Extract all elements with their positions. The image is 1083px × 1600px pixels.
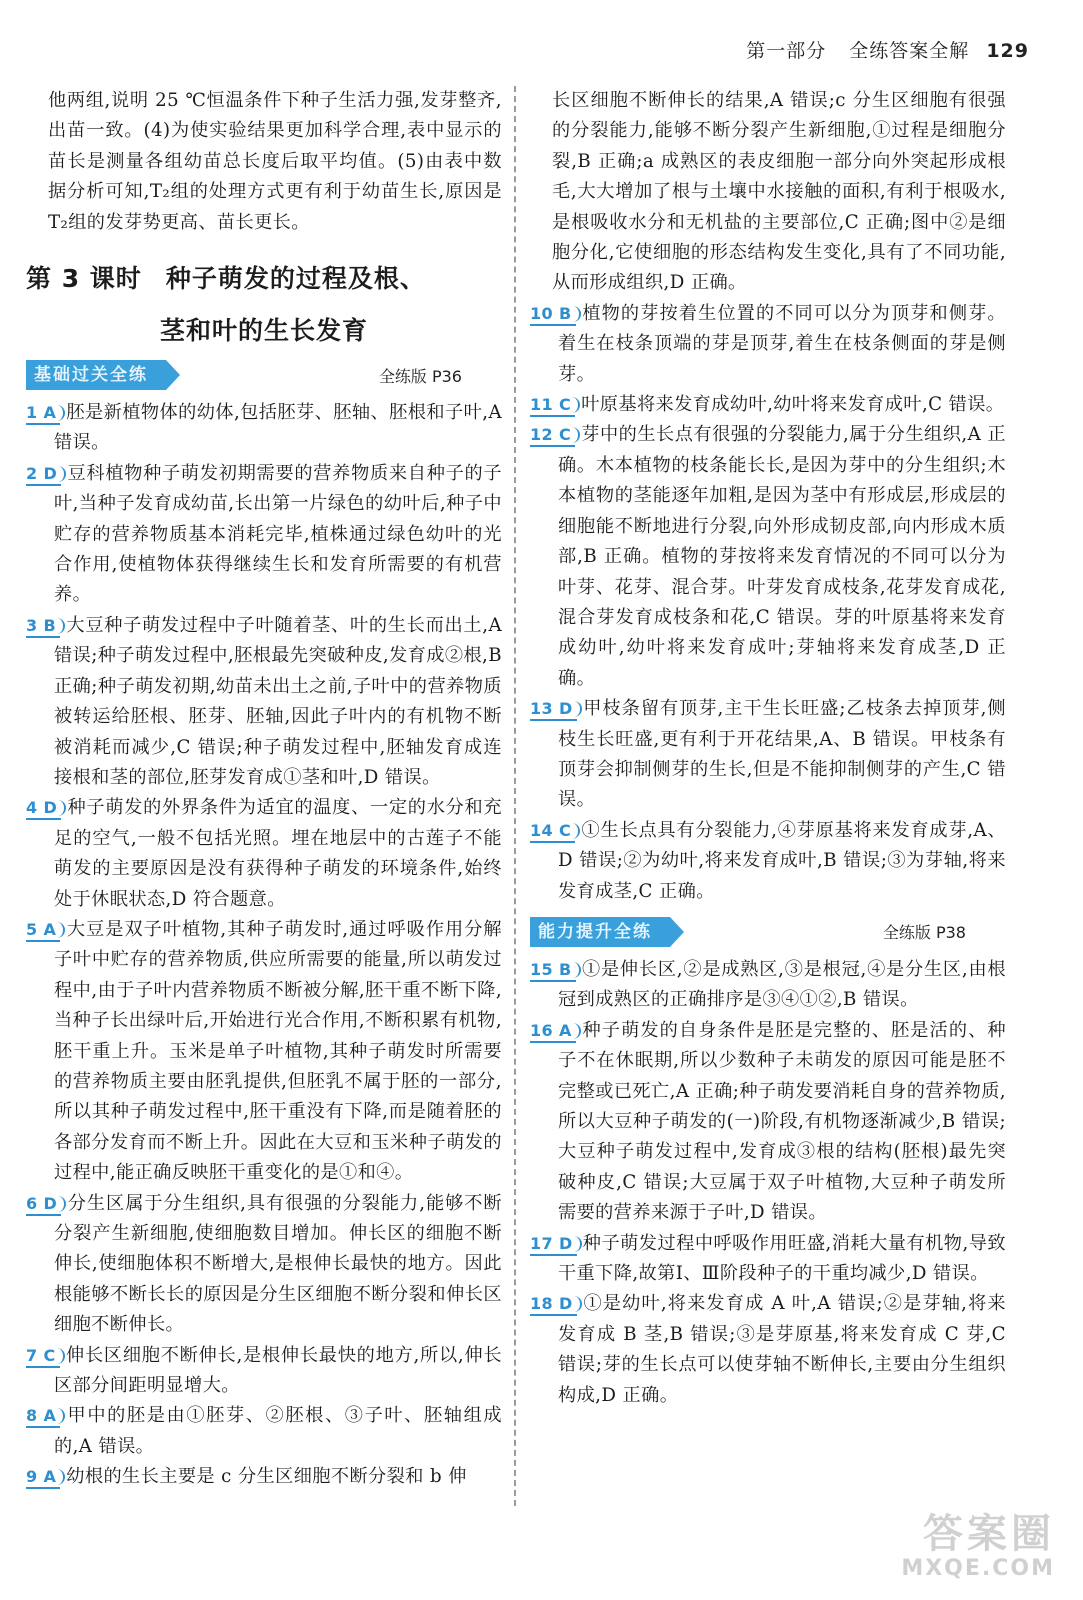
answer-badge: 11 C (530, 395, 575, 417)
header-book: 全练答案全解 (849, 40, 970, 62)
answer-item (530, 816, 1006, 907)
answer-text: 种子萌发的自身条件是胚是完整的、胚是活的、种子不在休眠期,所以少数种子未萌发的原因可能是胚不完整或已死亡,A 正确;种子萌发要消耗自身的营养物质,所以大豆种子萌发的(一)阶段,有机物逐渐减少,B 错误;大豆种子萌发过程中,发育成③根的结构(胚根)最先突破种皮,C 错误;大豆属于双子叶植物,大豆种子萌发所需要的营养来源于子叶,D 错误。 (558, 1019, 1006, 1224)
answer-item (530, 299, 1006, 390)
page-header (746, 36, 1029, 63)
answer-item (26, 1401, 502, 1462)
section-advanced-tag: 能力提升全练 (530, 917, 670, 947)
header-part: 第一部分 (746, 40, 827, 62)
answer-item (530, 1016, 1006, 1229)
answer-badge: 16 A (530, 1021, 576, 1043)
answer-badge: 18 D (530, 1294, 577, 1316)
lesson-number: 第 3 课时 (26, 264, 142, 294)
answer-item (530, 1289, 1006, 1411)
answer-text: ①是幼叶,将来发育成 A 叶,A 错误;②是芽轴,将来发育成 B 茎,B 错误;③是芽原基,将来发育成 C 芽,C 错误;芽的生长点可以使芽轴不断伸长,主要由分生组织构成,D 正确。 (558, 1293, 1006, 1406)
answer-text: 芽中的生长点有很强的分裂能力,属于分生组织,A 正确。木本植物的枝条能长长,是因为芽中的分生组织;木本植物的茎能逐年加粗,是因为茎中有形成层,形成层的细胞能不断地进行分裂,向外形成韧皮部,向内形成木质部,B 正确。植物的芽按将来发育情况的不同可以分为叶芽、花芽、混合芽。叶芽发育成枝条,花芽发育成花,混合芽发育成枝条和花,C 错误。芽的叶原基将来发育成幼叶,幼叶将来发育成叶;芽轴将来发育成茎,D 正确。 (558, 424, 1006, 689)
answer-item (26, 1462, 502, 1492)
answer-item (530, 390, 1006, 420)
answer-badge: 7 C (26, 1346, 60, 1368)
section-advanced-ref: 全练版 P38 (882, 923, 966, 943)
lesson-title-text1: 种子萌发的过程及根、 (165, 264, 426, 294)
answer-badge: 9 A (26, 1467, 60, 1489)
answer-text: 幼根的生长主要是 c 分生区细胞不断分裂和 b 伸 (66, 1466, 467, 1488)
answer-text: 植物的芽按着生位置的不同可以分为顶芽和侧芽。着生在枝条顶端的芽是顶芽,着生在枝条侧面的芽是侧芽。 (558, 302, 1006, 385)
left-intro-text: 他两组,说明 25 ℃恒温条件下种子生活力强,发芽整齐,出苗一致。(4)为使实验结果更加科学合理,表中显示的苗长是测量各组幼苗总长度后取平均值。(5)由表中数据分析可知,T₂组的处理方式更有利于幼苗生长,原因是 T₂组的发芽势更高、苗长更长。 (48, 90, 502, 233)
answer-item (530, 955, 1006, 1016)
answer-badge: 10 B (530, 304, 576, 326)
answer-badge: 5 A (26, 920, 60, 942)
section-advanced (530, 915, 1006, 949)
section-basic-ref: 全练版 P36 (378, 366, 462, 386)
right-answer-list-a (530, 299, 1006, 907)
answer-text: 甲中的胚是由①胚芽、②胚根、③子叶、胚轴组成的,A 错误。 (54, 1405, 502, 1457)
answer-text: 种子萌发过程中呼吸作用旺盛,消耗大量有机物,导致干重下降,故第Ⅰ、Ⅲ阶段种子的干重均减少,D 错误。 (558, 1232, 1006, 1285)
answer-badge: 15 B (530, 960, 576, 982)
answer-badge: 4 D (26, 798, 61, 820)
answer-item (26, 915, 502, 1189)
answer-text: ①生长点具有分裂能力,④芽原基将来发育成芽,A、D 错误;②为幼叶,将来发育成叶,B 错误;③为芽轴,将来发育成茎,C 正确。 (558, 819, 1006, 902)
answer-item (530, 420, 1006, 694)
answer-item (530, 1229, 1006, 1290)
answer-item (26, 1189, 502, 1341)
answer-text: 大豆是双子叶植物,其种子萌发时,通过呼吸作用分解子叶中贮存的营养物质,供应所需要的能量,所以萌发过程中,由于子叶内营养物质不断被分解,胚干重不断下降,当种子长出绿叶后,开始进行光合作用,不断积累有机物,胚干重上升。玉米是单子叶植物,其种子萌发时所需要的营养物质主要由胚乳提供,但胚乳不属于胚的一部分,所以其种子萌发过程中,胚干重没有下降,而是随着胚的各部分发育而不断上升。因此在大豆和玉米种子萌发的过程中,能正确反映胚干重变化的是①和④。 (54, 918, 502, 1184)
answer-text: 甲枝条留有顶芽,主干生长旺盛;乙枝条去掉顶芽,侧枝生长旺盛,更有利于开花结果,A、B 错误。甲枝条有顶芽会抑制侧芽的生长,但是不能抑制侧芽的产生,C 错误。 (558, 698, 1006, 811)
answer-item (26, 793, 502, 915)
answer-item (26, 459, 502, 611)
answer-badge: 3 B (26, 616, 60, 638)
answer-text: 叶原基将来发育成幼叶,幼叶将来发育成叶,C 错误。 (581, 394, 1005, 416)
right-answer-list-b (530, 955, 1006, 1411)
answer-badge: 14 C (530, 821, 575, 843)
right-column (530, 86, 1006, 1411)
answer-badge: 13 D (530, 699, 577, 721)
section-basic (26, 358, 502, 392)
left-answer-list (26, 398, 502, 1493)
answer-item (26, 1341, 502, 1402)
answer-badge: 12 C (530, 425, 575, 447)
answer-text: 伸长区细胞不断伸长,是根伸长最快的地方,所以,伸长区部分间距明显增大。 (54, 1344, 502, 1397)
answer-item (26, 398, 502, 459)
section-basic-tag: 基础过关全练 (26, 360, 166, 390)
answer-badge: 2 D (26, 464, 61, 486)
watermark-main: 答案圈 (923, 1511, 1055, 1557)
right-intro-text: 长区细胞不断伸长的结果,A 错误;c 分生区细胞有很强的分裂能力,能够不断分裂产生新细胞,①过程是细胞分裂,B 正确;a 成熟区的表皮细胞一部分向外突起形成根毛,大大增加了根与土壤中水接触的面积,有利于根吸水,是根吸收水分和无机盐的主要部位,C 正确;图中②是细胞分化,它使细胞的形态结构发生变化,具有了不同功能,从而形成组织,D 正确。 (552, 90, 1006, 294)
answer-text: 胚是新植物体的幼体,包括胚芽、胚轴、胚根和子叶,A 错误。 (54, 402, 502, 454)
answer-item (26, 611, 502, 793)
answer-badge: 6 D (26, 1194, 61, 1216)
left-column (26, 86, 502, 1493)
answer-text: 大豆种子萌发过程中子叶随着茎、叶的生长而出土,A 错误;种子萌发过程中,胚根最先突破种皮,发育成②根,B 正确;种子萌发初期,幼苗未出土之前,子叶中的营养物质被转运给胚根、胚芽、胚轴,因此子叶内的有机物不断被消耗而减少,C 错误;种子萌发过程中,胚轴发育成连接根和茎的部位,胚芽发育成①茎和叶,D 错误。 (54, 614, 502, 788)
lesson-title-line1 (26, 260, 502, 298)
answer-text: 豆科植物种子萌发初期需要的营养物质来自种子的子叶,当种子发育成幼苗,长出第一片绿色的幼叶后,种子中贮存的营养物质基本消耗完毕,植株通过绿色幼叶的光合作用,使植物体获得继续生长和发育所需要的有机营养。 (54, 462, 502, 606)
answer-item (530, 694, 1006, 816)
watermark-sub: MXQE.COM (901, 1556, 1055, 1581)
answer-text: 种子萌发的外界条件为适宜的温度、一定的水分和充足的空气,一般不包括光照。埋在地层中的古莲子不能萌发的主要原因是没有获得种子萌发的环境条件,始终处于休眠状态,D 符合题意。 (54, 797, 502, 910)
lesson-title-line2: 茎和叶的生长发育 (159, 316, 368, 346)
answer-text: ①是伸长区,②是成熟区,③是根冠,④是分生区,由根冠到成熟区的正确排序是③④①②,B 错误。 (558, 958, 1006, 1011)
answer-badge: 1 A (26, 403, 60, 425)
column-divider (514, 86, 516, 1506)
lesson-title (26, 260, 502, 350)
watermark-logo (885, 1512, 1055, 1586)
answer-badge: 8 A (26, 1406, 60, 1428)
page-number: 129 (986, 40, 1029, 62)
answer-badge: 17 D (530, 1234, 577, 1256)
answer-text: 分生区属于分生组织,具有很强的分裂能力,能够不断分裂产生新细胞,使细胞数目增加。伸长区的细胞不断伸长,使细胞体积不断增大,是根伸长最快的地方。因此根能够不断长长的原因是分生区细胞不断分裂和伸长区细胞不断伸长。 (54, 1192, 502, 1336)
